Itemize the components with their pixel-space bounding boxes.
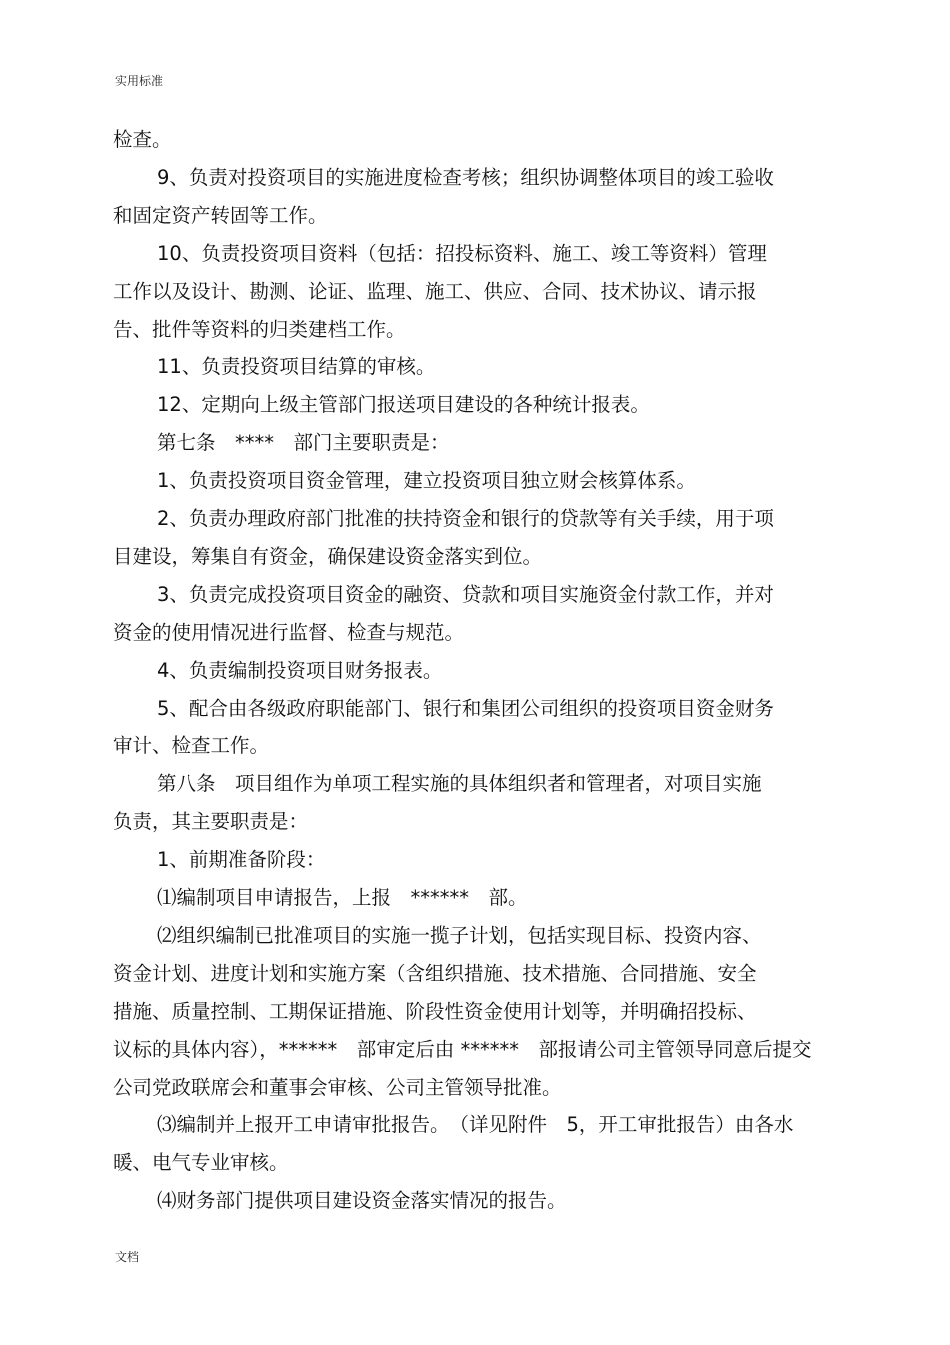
text-line: 工作以及设计、勘测、论证、监理、施工、供应、合同、技术协议、请示报 bbox=[113, 279, 757, 303]
text-line: 和固定资产转固等工作。 bbox=[113, 203, 328, 227]
text-line: 资金的使用情况进行监督、检查与规范。 bbox=[113, 620, 465, 644]
text-line: ⑵组织编制已批准项目的实施一揽子计划，包括实现目标、投资内容、 bbox=[157, 923, 762, 947]
text-line: 1、前期准备阶段： bbox=[157, 848, 326, 872]
text-line: 审计、检查工作。 bbox=[113, 734, 270, 758]
text-line: 第七条 **** 部门主要职责是： bbox=[157, 431, 450, 455]
text-line: 暖、电气专业审核。 bbox=[113, 1151, 289, 1175]
text-line: ⑷财务部门提供项目建设资金落实情况的报告。 bbox=[157, 1189, 567, 1213]
text-line: 11、负责投资项目结算的审核。 bbox=[157, 355, 436, 379]
text-line: 5、配合由各级政府职能部门、银行和集团公司组织的投资项目资金财务 bbox=[157, 696, 774, 720]
text-line: 9、负责对投资项目的实施进度检查考核；组织协调整体项目的竣工验收 bbox=[157, 165, 774, 189]
text-line: 第八条 项目组作为单项工程实施的具体组织者和管理者，对项目实施 bbox=[157, 772, 762, 796]
text-line: 资金计划、进度计划和实施方案（含组织措施、技术措施、合同措施、安全 bbox=[113, 961, 757, 985]
text-line: ⑶编制并上报开工申请审批报告。 （详见附件 5，开工审批报告）由各水 bbox=[157, 1113, 794, 1137]
text-line: 3、负责完成投资项目资金的融资、贷款和项目实施资金付款工作，并对 bbox=[157, 582, 774, 606]
page-footer: 文档 bbox=[115, 1250, 140, 1264]
text-line: 目建设，筹集自有资金，确保建设资金落实到位。 bbox=[113, 544, 543, 568]
text-line: 1、负责投资项目资金管理，建立投资项目独立财会核算体系。 bbox=[157, 469, 696, 493]
text-line: 议标的具体内容），****** 部审定后由 ****** 部报请公司主管领导同意后提交 bbox=[113, 1037, 812, 1061]
text-line: 4、负责编制投资项目财务报表。 bbox=[157, 658, 443, 682]
text-line: 负责，其主要职责是： bbox=[113, 810, 309, 834]
text-line: 告、批件等资料的归类建档工作。 bbox=[113, 317, 406, 341]
text-line: 10、负责投资项目资料（包括：招投标资料、施工、竣工等资料）管理 bbox=[157, 241, 767, 265]
text-line: 检查。 bbox=[113, 128, 172, 151]
text-line: 2、负责办理政府部门批准的扶持资金和银行的贷款等有关手续，用于项 bbox=[157, 507, 774, 530]
text-line: 措施、质量控制、工期保证措施、阶段性资金使用计划等，并明确招投标、 bbox=[113, 999, 757, 1023]
text-line: 12、定期向上级主管部门报送项目建设的各种统计报表。 bbox=[157, 393, 650, 417]
text-line: 公司党政联席会和董事会审核、公司主管领导批准。 bbox=[113, 1075, 562, 1099]
page-header: 实用标准 bbox=[115, 74, 164, 88]
text-line: ⑴编制项目申请报告，上报 ****** 部。 bbox=[157, 886, 528, 909]
